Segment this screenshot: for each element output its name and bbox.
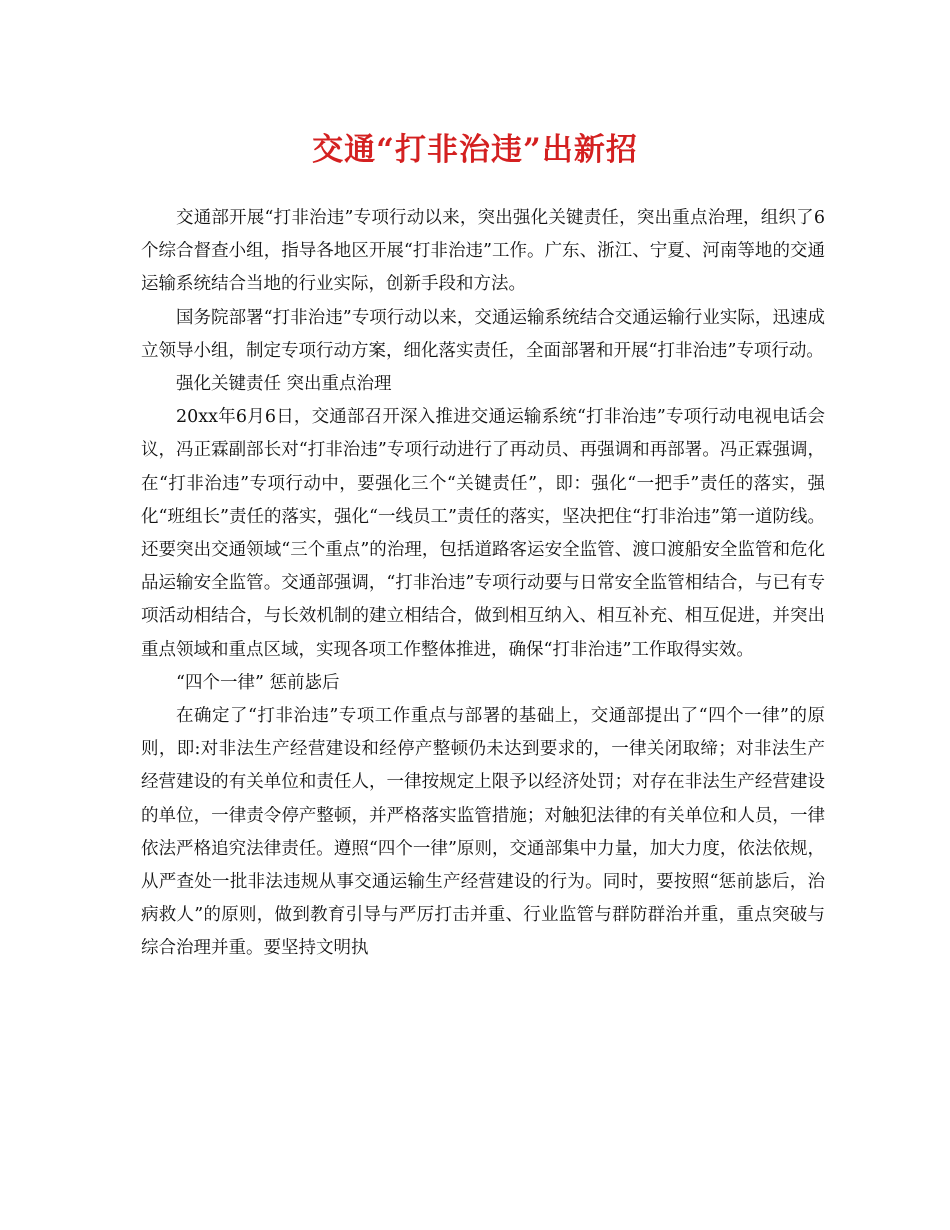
- section-heading-key-responsibility: 强化关键责任 突出重点治理: [176, 374, 392, 395]
- paragraph-conference: 20xx年6月6日，交通部召开深入推进交通运输系统“打非治违”专项行动电视电话会议，冯正霖副部长对“打非治违”专项行动进行了再动员、再强调和再部署。冯正霖强调，在“打非治违”专项行动中，要强化三个“关键责任”，即：强化“一把手”责任的落实，强化“班组长”责任的落实，强化“一线员工”责任的落实，坚决把住“打非治违”第一道防线。还要突出交通领域“三个重点”的治理，包括道路客运安全监管、渡口渡船安全监管和危化品运输安全监管。交通部强调，“打非治违”专项行动要与日常安全监管相结合，与已有专项活动相结合，与长效机制的建立相结合，做到相互纳入、相互补充、相互促进，并突出重点领域和重点区域，实现各项工作整体推进，确保“打非治违”工作取得实效。: [141, 407, 825, 660]
- section-heading-four-principles: “四个一律” 惩前毖后: [176, 672, 340, 693]
- document-body: [141, 202, 825, 966]
- document-title: 交通“打非治违”出新招: [312, 132, 638, 168]
- paragraph-four-principles: 在确定了“打非治违”专项工作重点与部署的基础上，交通部提出了“四个一律”的原则，即:对非法生产经营建设和经停产整顿仍未达到要求的，一律关闭取缔；对非法生产经营建设的有关单位和责任人，一律按规定上限予以经济处罚；对存在非法生产经营建设的单位，一律责令停产整顿，并严格落实监管措施；对触犯法律的有关单位和人员，一律依法严格追究法律责任。遵照“四个一律”原则，交通部集中力量，加大力度，依法依规，从严查处一批非法违规从事交通运输生产经营建设的行为。同时，要按照“惩前毖后，治病救人”的原则，做到教育引导与严厉打击并重、行业监管与群防群治并重，重点突破与综合治理并重。要坚持文明执: [141, 706, 825, 959]
- paragraph-intro: 交通部开展“打非治违”专项行动以来，突出强化关键责任，突出重点治理，组织了6个综合督查小组，指导各地区开展“打非治违”工作。广东、浙江、宁夏、河南等地的交通运输系统结合当地的行业实际，创新手段和方法。: [141, 208, 825, 295]
- paragraph-deployment: 国务院部署“打非治违”专项行动以来，交通运输系统结合交通运输行业实际，迅速成立领导小组，制定专项行动方案，细化落实责任，全面部署和开展“打非治违”专项行动。: [141, 307, 825, 361]
